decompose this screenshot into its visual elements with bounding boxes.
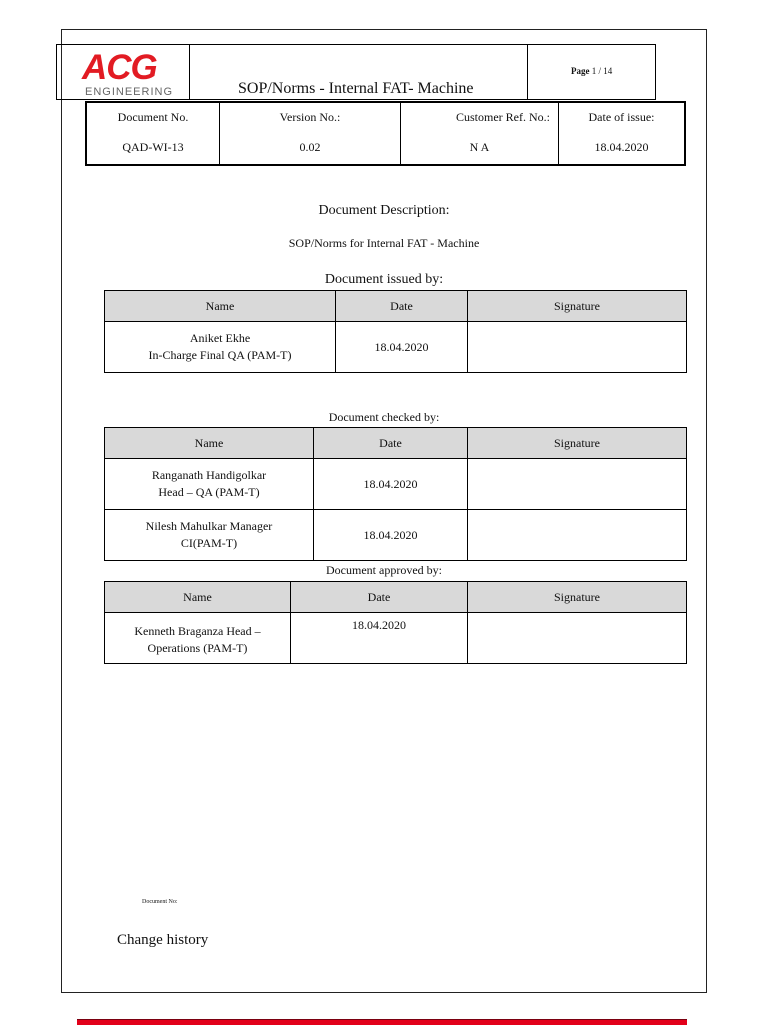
person-name: Aniket Ekhe	[189, 331, 251, 345]
document-meta-table	[85, 101, 686, 166]
logo-subtitle: ENGINEERING	[85, 86, 174, 98]
approved-heading: Document approved by:	[326, 563, 442, 577]
date-cell: 18.04.2020	[314, 510, 468, 561]
page-value: 1 / 14	[591, 66, 613, 76]
description-text: SOP/Norms for Internal FAT - Machine	[288, 236, 480, 250]
meta-version-no	[220, 103, 401, 164]
document-title: SOP/Norms - Internal FAT- Machine	[238, 80, 474, 97]
meta-value: 18.04.2020	[594, 140, 649, 154]
date-cell: 18.04.2020	[291, 613, 468, 664]
header-signature: Signature	[468, 291, 687, 322]
meta-document-no	[87, 103, 220, 164]
issued-heading: Document issued by:	[324, 272, 444, 287]
table-row	[105, 459, 687, 510]
header-date: Date	[314, 428, 468, 459]
signature-cell	[468, 322, 687, 373]
date-cell: 18.04.2020	[314, 459, 468, 510]
table-header-row	[105, 582, 687, 613]
signature-cell	[468, 613, 687, 664]
person-role: In-Charge Final QA (PAM-T)	[148, 348, 292, 362]
signature-cell	[468, 459, 687, 510]
date-cell: 18.04.2020	[336, 322, 468, 373]
name-cell	[105, 510, 314, 561]
table-header-row	[105, 428, 687, 459]
name-cell	[105, 459, 314, 510]
person-name: Ranganath Handigolkar	[151, 468, 267, 482]
meta-value: 0.02	[299, 140, 321, 154]
table-row	[105, 322, 687, 373]
person-role: Head – QA (PAM-T)	[158, 485, 260, 499]
checked-heading: Document checked by:	[328, 410, 440, 424]
person-role: CI(PAM-T)	[180, 536, 238, 550]
header-name: Name	[105, 291, 336, 322]
change-history-heading: Change history	[117, 932, 209, 948]
meta-value: QAD-WI-13	[122, 140, 184, 154]
person-name: Nilesh Mahulkar Manager	[145, 519, 273, 533]
meta-value: N A	[469, 140, 490, 154]
header-date: Date	[291, 582, 468, 613]
signature-cell	[468, 510, 687, 561]
page-number	[571, 66, 612, 76]
header-signature: Signature	[468, 582, 687, 613]
header-date: Date	[336, 291, 468, 322]
table-row	[105, 510, 687, 561]
meta-label: Document No.	[117, 110, 189, 124]
footer-document-no-label: Document No:	[142, 899, 178, 905]
meta-date-of-issue	[559, 103, 684, 164]
acg-logo: ACG	[82, 48, 157, 87]
header-signature: Signature	[468, 428, 687, 459]
person-role: Operations (PAM-T)	[147, 641, 248, 655]
header-name: Name	[105, 428, 314, 459]
meta-label: Date of issue:	[588, 110, 655, 124]
checked-table	[104, 427, 687, 561]
name-cell	[105, 613, 291, 664]
issued-table	[104, 290, 687, 373]
table-row	[105, 613, 687, 664]
meta-label: Customer Ref. No.:	[456, 110, 550, 124]
person-name: Kenneth Braganza Head –	[134, 624, 261, 638]
header-name: Name	[105, 582, 291, 613]
name-cell	[105, 322, 336, 373]
description-heading: Document Description:	[318, 203, 450, 218]
meta-label: Version No.:	[279, 110, 341, 124]
table-header-row	[105, 291, 687, 322]
meta-customer-ref	[401, 103, 559, 164]
footer-red-bar	[77, 1019, 687, 1025]
page-prefix: Page	[571, 66, 590, 76]
approved-table	[104, 581, 687, 664]
